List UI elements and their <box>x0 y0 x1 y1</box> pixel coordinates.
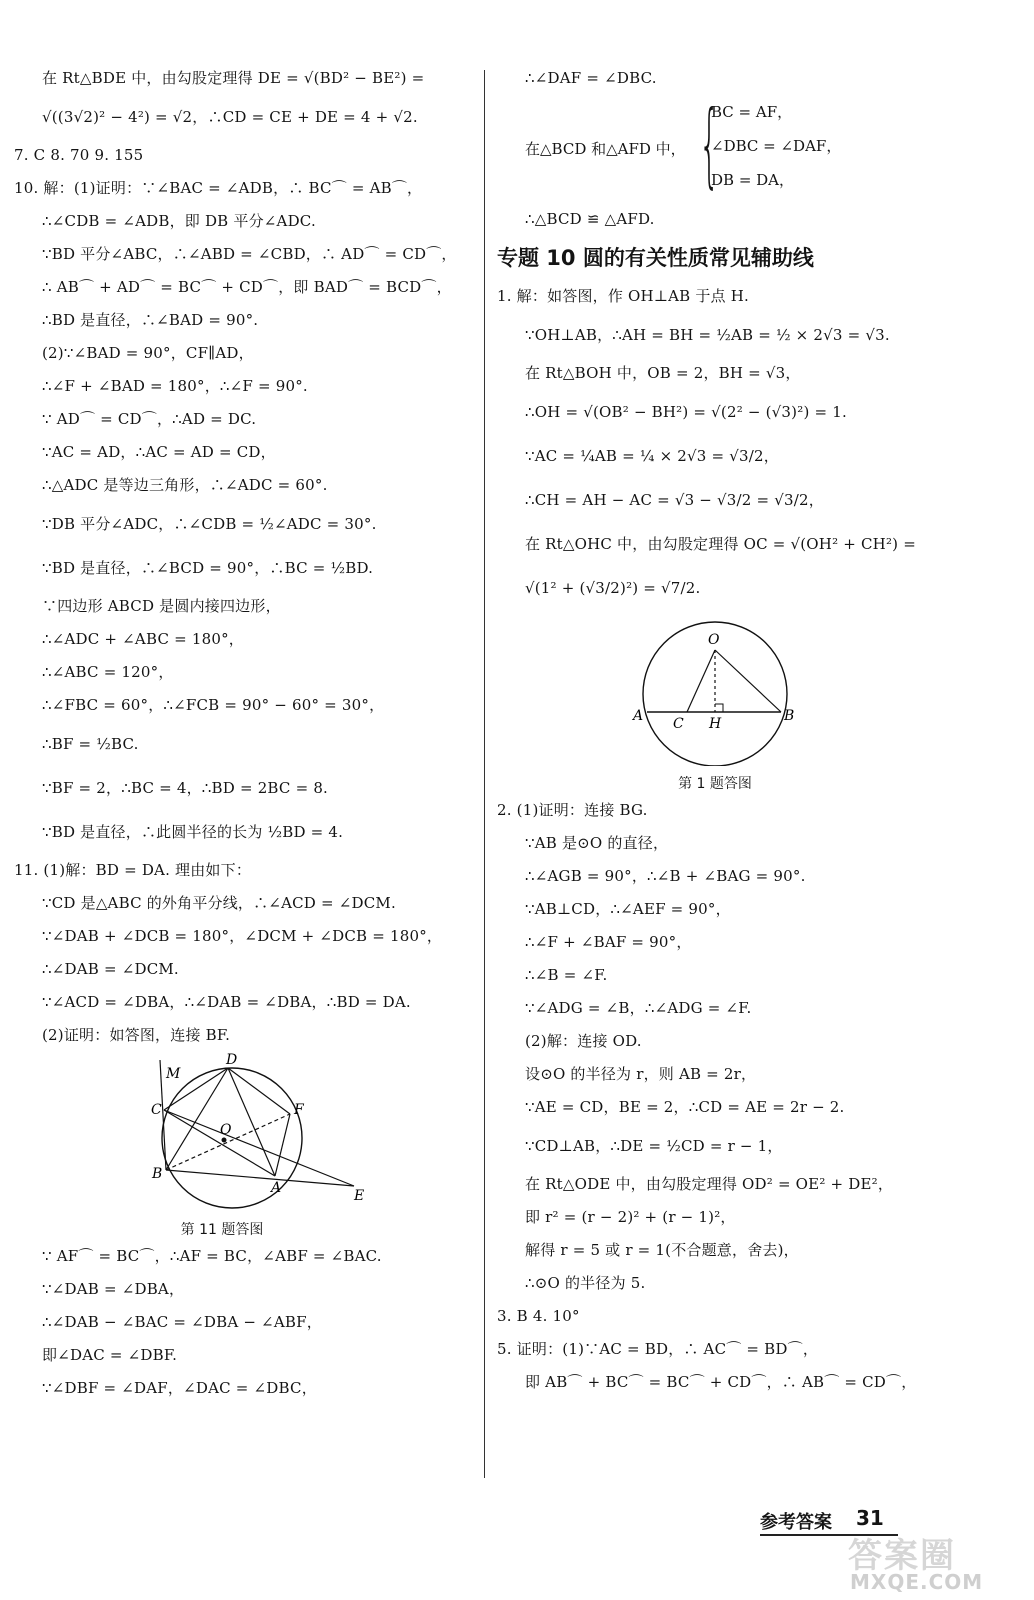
left-brace-glyph: { <box>699 91 720 198</box>
footer-label: 参考答案 <box>760 1512 832 1533</box>
text-line: ∴BD 是直径，∴∠BAD = 90°. <box>42 311 259 329</box>
text-line: (2)∵∠BAD = 90°，CF∥AD， <box>42 344 254 362</box>
label-h: H <box>709 716 722 732</box>
figure-11 <box>14 1052 470 1240</box>
text-line: (2)解：连接 OD. <box>525 1032 642 1050</box>
line-be <box>166 1170 354 1186</box>
watermark <box>848 1528 1028 1598</box>
right-column <box>497 62 1017 1399</box>
label-o: O <box>220 1122 232 1138</box>
text-line: ∵四边形 ABCD 是圆内接四边形， <box>42 597 281 615</box>
text-line: ∵∠DBF = ∠DAF，∠DAC = ∠DBC， <box>42 1379 317 1397</box>
brace-items <box>711 95 841 197</box>
text-line: 10. 解：(1)证明：∵∠BAC = ∠ADB，∴ BC⌒ = AB⌒， <box>14 179 423 197</box>
line-ce <box>164 1110 354 1186</box>
label-c: C <box>151 1102 162 1118</box>
watermark-url: MXQE.COM <box>850 1570 984 1594</box>
text-line: 在 Rt△BOH 中，OB = 2，BH = √3， <box>525 364 801 382</box>
text-line: ∵BD 是直径，∴∠BCD = 90°，∴BC = ½BD. <box>42 559 374 577</box>
text-line: 解得 r = 5 或 r = 1(不合题意，舍去)， <box>525 1241 799 1259</box>
text-line: ∵AC = ¼AB = ¼ × 2√3 = √3/2， <box>525 447 779 465</box>
text-line: 5. 证明：(1)∵AC = BD，∴ AC⌒ = BD⌒， <box>497 1340 819 1358</box>
label-b: B <box>784 708 795 724</box>
text-line: 在 Rt△ODE 中，由勾股定理得 OD² = OE² + DE²， <box>525 1175 894 1193</box>
text-line: ∴△BCD ≌ △AFD. <box>525 210 655 228</box>
label-f: F <box>294 1102 304 1118</box>
text-line: √(1² + (√3/2)²) = √7/2. <box>525 579 701 597</box>
label-d: D <box>226 1052 238 1068</box>
text-line: ∴∠FBC = 60°，∴∠FCB = 90° − 60° = 30°， <box>42 696 385 714</box>
text-line: 在 Rt△BDE 中，由勾股定理得 DE = √(BD² − BE²) = <box>42 69 425 87</box>
figure-1-caption: 第 1 题答图 <box>678 776 752 792</box>
text-line: ∴∠ABC = 120°， <box>42 663 174 681</box>
line-db <box>166 1068 228 1170</box>
text-line: ∵AB⊥CD，∴∠AEF = 90°， <box>525 900 731 918</box>
label-c: C <box>673 716 684 732</box>
text-line: 3. B 4. 10° <box>497 1307 580 1325</box>
text-line: ∴CH = AH − AC = √3 − √3/2 = √3/2， <box>525 491 824 509</box>
text-line: ∵AB 是⊙O 的直径， <box>525 834 669 852</box>
line-oc <box>687 650 715 712</box>
text-line: 在 Rt△OHC 中，由勾股定理得 OC = √(OH² + CH²) = <box>525 535 916 553</box>
text-line: ∴∠DAB − ∠BAC = ∠DBA − ∠ABF， <box>42 1313 322 1331</box>
text-line: ∵∠ADG = ∠B，∴∠ADG = ∠F. <box>525 999 752 1017</box>
label-b: B <box>152 1166 163 1182</box>
text-line: √((3√2)² − 4²) = √2，∴CD = CE + DE = 4 + √2. <box>42 108 418 126</box>
text-line: ∴∠B = ∠F. <box>525 966 608 984</box>
text-line: 设⊙O 的半径为 r，则 AB = 2r， <box>525 1065 757 1083</box>
text-line: ∵BD 是直径，∴此圆半径的长为 ½BD = 4. <box>42 823 344 841</box>
text-line: 即 r² = (r − 2)² + (r − 1)²， <box>525 1208 736 1226</box>
text-line: ∵∠DAB + ∠DCB = 180°，∠DCM + ∠DCB = 180°， <box>42 927 443 945</box>
text-line: ∵CD 是△ABC 的外角平分线，∴∠ACD = ∠DCM. <box>42 894 396 912</box>
text-line: ∴∠F + ∠BAD = 180°，∴∠F = 90°. <box>42 377 308 395</box>
figure-11-diagram <box>14 1052 470 1212</box>
label-a: A <box>271 1180 282 1196</box>
line-df <box>228 1068 290 1114</box>
text-line: ∵∠DAB = ∠DBA， <box>42 1280 185 1298</box>
figure-1 <box>497 616 1017 794</box>
brace-lead: 在△BCD 和△AFD 中， <box>525 140 686 158</box>
figure-11-caption: 第 11 题答图 <box>180 1222 264 1238</box>
left-column <box>14 62 470 1405</box>
text-line: ∵DB 平分∠ADC，∴∠CDB = ½∠ADC = 30°. <box>42 515 377 533</box>
text-line: ∴∠DAF = ∠DBC. <box>525 69 657 87</box>
text-line: 2. (1)证明：连接 BG. <box>497 801 648 819</box>
brace-item: ∠DBC = ∠DAF， <box>711 137 842 155</box>
text-line: 1. 解：如答图，作 OH⊥AB 于点 H. <box>497 287 749 305</box>
label-m: M <box>166 1066 181 1082</box>
text-line: 即 AB⌒ + BC⌒ = BC⌒ + CD⌒，∴ AB⌒ = CD⌒， <box>525 1373 917 1391</box>
section-heading: 专题 10 圆的有关性质常见辅助线 <box>497 246 814 270</box>
text-line: ∵AE = CD，BE = 2，∴CD = AE = 2r − 2. <box>525 1098 845 1116</box>
text-line: ∴∠DAB = ∠DCM. <box>42 960 179 978</box>
text-line: ∴ AB⌒ + AD⌒ = BC⌒ + CD⌒，即 BAD⌒ = BCD⌒， <box>42 278 452 296</box>
text-line: ∴△ADC 是等边三角形，∴∠ADC = 60°. <box>42 476 328 494</box>
text-line: ∵ AF⌒ = BC⌒，∴AF = BC，∠ABF = ∠BAC. <box>42 1247 382 1265</box>
text-line: ∵OH⊥AB，∴AH = BH = ½AB = ½ × 2√3 = √3. <box>525 326 890 344</box>
text-line: ∴OH = √(OB² − BH²) = √(2² − (√3)²) = 1. <box>525 403 847 421</box>
text-line: ∴∠AGB = 90°，∴∠B + ∠BAG = 90°. <box>525 867 806 885</box>
line-da <box>228 1068 275 1176</box>
text-line: ∴∠F + ∠BAF = 90°， <box>525 933 692 951</box>
label-a: A <box>633 708 644 724</box>
label-e: E <box>354 1188 365 1204</box>
line-ca <box>164 1110 275 1176</box>
text-line: ∴∠ADC + ∠ABC = 180°， <box>42 630 244 648</box>
text-line: ∵CD⊥AB，∴DE = ½CD = r − 1， <box>525 1137 783 1155</box>
text-line: (2)证明：如答图，连接 BF. <box>42 1026 231 1044</box>
brace-item: BC = AF， <box>711 103 793 121</box>
text-line: ∵BF = 2，∴BC = 4，∴BD = 2BC = 8. <box>42 779 329 797</box>
brace-item: DB = DA， <box>711 171 795 189</box>
line-ob <box>715 650 781 712</box>
label-o: O <box>708 632 720 648</box>
text-line: ∴BF = ½BC. <box>42 735 139 753</box>
figure-1-diagram <box>497 616 1017 766</box>
line-fa <box>275 1114 290 1176</box>
right-angle-mark <box>715 704 723 712</box>
watermark-logo: 答案圈 <box>848 1536 956 1576</box>
text-line: ∵AC = AD，∴AC = AD = CD， <box>42 443 276 461</box>
text-line: ∴∠CDB = ∠ADB，即 DB 平分∠ADC. <box>42 212 316 230</box>
page-number: 31 <box>856 1506 884 1530</box>
text-line: 即∠DAC = ∠DBF. <box>42 1346 178 1364</box>
text-line: ∴⊙O 的半径为 5. <box>525 1274 646 1292</box>
text-line: ∵BD 平分∠ABC，∴∠ABD = ∠CBD，∴ AD⌒ = CD⌒， <box>42 245 457 263</box>
center-dot <box>222 1138 227 1143</box>
text-line: 7. C 8. 70 9. 155 <box>14 146 144 164</box>
text-line: ∵ AD⌒ = CD⌒，∴AD = DC. <box>42 410 257 428</box>
text-line: 11. (1)解：BD = DA. 理由如下： <box>14 861 252 879</box>
congruence-conditions <box>497 91 1017 203</box>
text-line: ∵∠ACD = ∠DBA，∴∠DAB = ∠DBA，∴BD = DA. <box>42 993 411 1011</box>
